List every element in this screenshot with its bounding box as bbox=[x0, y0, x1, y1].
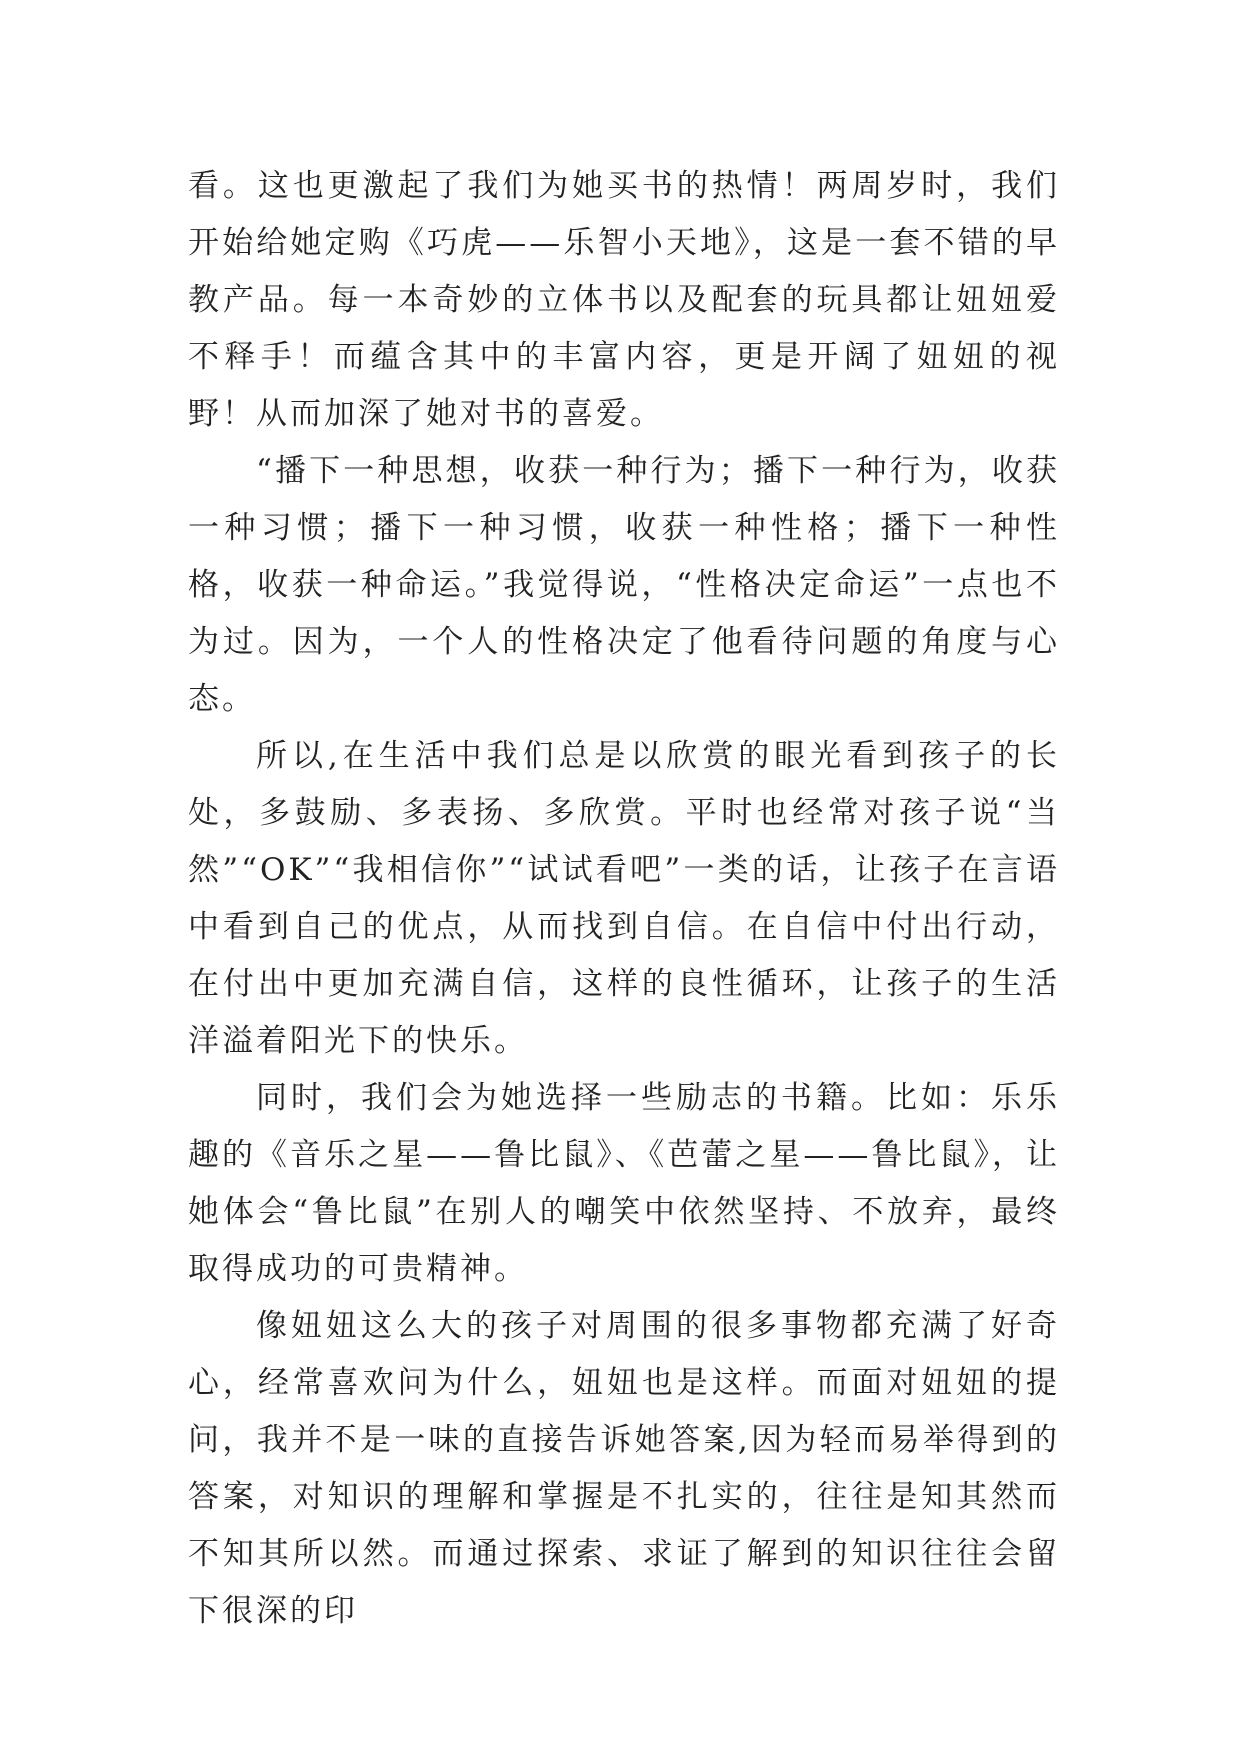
paragraph-1: 看。这也更激起了我们为她买书的热情！两周岁时，我们开始给她定购《巧虎——乐智小天地》，这是一套不错的早教产品。每一本奇妙的立体书以及配套的玩具都让妞妞爱不释手！而蕴含其中的丰富内容，更是开阔了妞妞的视野！从而加深了她对书的喜爱。 bbox=[188, 168, 1060, 432]
body-text bbox=[188, 158, 1060, 1640]
paragraph-5: 像妞妞这么大的孩子对周围的很多事物都充满了好奇心，经常喜欢问为什么，妞妞也是这样。而面对妞妞的提问，我并不是一味的直接告诉她答案,因为轻而易举得到的答案，对知识的理解和掌握是不扎实的，往往是知其然而不知其所以然。而通过探索、求证了解到的知识往往会留下很深的印 bbox=[188, 1308, 1060, 1629]
paragraph-2: “播下一种思想，收获一种行为；播下一种行为，收获一种习惯；播下一种习惯，收获一种性格；播下一种性格，收获一种命运。”我觉得说，“性格决定命运”一点也不为过。因为，一个人的性格决定了他看待问题的角度与心态。 bbox=[188, 453, 1060, 717]
paragraph-4: 同时，我们会为她选择一些励志的书籍。比如：乐乐趣的《音乐之星——鲁比鼠》、《芭蕾之星——鲁比鼠》，让她体会“鲁比鼠”在别人的嘲笑中依然坚持、不放弃，最终取得成功的可贵精神。 bbox=[188, 1080, 1060, 1287]
paragraph-3: 所以,在生活中我们总是以欣赏的眼光看到孩子的长处，多鼓励、多表扬、多欣赏。平时也经常对孩子说“当然”“OK”“我相信你”“试试看吧”一类的话，让孩子在言语中看到自己的优点，从而找到自信。在自信中付出行动，在付出中更加充满自信，这样的良性循环，让孩子的生活洋溢着阳光下的快乐。 bbox=[188, 738, 1060, 1059]
